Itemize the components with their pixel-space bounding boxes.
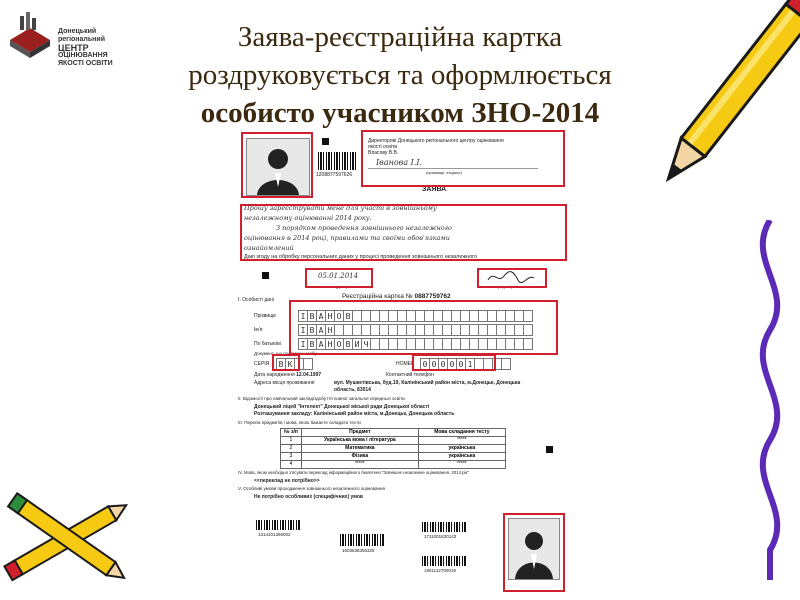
letter-cell: В xyxy=(307,310,317,322)
table-row: 4 ***** ***** xyxy=(281,461,506,469)
letter-cell: 0 xyxy=(456,358,466,370)
field-label: Контактний телефон xyxy=(386,372,434,378)
handwritten-line: Прошу зареєструвати мене для участі в зовнішньому xyxy=(244,204,437,212)
crossed-pencils-icon xyxy=(0,480,140,600)
corner-marker xyxy=(262,272,269,279)
letter-cell: 0 xyxy=(420,358,430,370)
letter-cell: А xyxy=(316,338,326,350)
highlight-photo-bottom xyxy=(503,513,565,592)
section-heading: II. Відомості про навчальний заклад/здобуття повної загальної середньої освіти xyxy=(238,396,405,401)
special-conditions-value: Не потрібно особливих (специфічних) умов xyxy=(254,494,363,500)
barcode-number: 1503538355325 xyxy=(342,548,375,553)
subjects-table xyxy=(280,428,506,469)
handwritten-name: Іванова І.І. xyxy=(376,158,423,167)
addressee-line: якості освіти xyxy=(368,144,398,150)
table-header: № з/п xyxy=(281,429,302,437)
letter-cell: 1 xyxy=(465,358,475,370)
letter-cell: Н xyxy=(325,324,335,336)
barcode xyxy=(318,152,358,170)
dcoyo-logo xyxy=(6,10,126,67)
title-line-3: особисто учасником ЗНО-2014 xyxy=(200,97,600,129)
section-heading: V. Особливі умови проходження зовнішнього незалежного оцінювання xyxy=(238,486,385,491)
table-header: Предмет xyxy=(301,429,418,437)
barcode xyxy=(340,534,384,546)
title-line-1: Заява-реєстраційна картка xyxy=(237,21,563,53)
letter-cell: Н xyxy=(325,310,335,322)
table-row: 3 Фізика українська xyxy=(281,453,506,461)
barcode xyxy=(422,556,466,566)
caption: (прізвище, ініціали) xyxy=(426,170,462,175)
handwritten-date: 05.01.2014 xyxy=(318,272,359,280)
birth-line: Дата народження 12.04.1997 xyxy=(254,372,322,378)
caption: (підпис) xyxy=(498,284,513,289)
handwritten-line: незалежному оцінюванні 2014 року. xyxy=(244,214,372,222)
letter-cell: І xyxy=(298,310,308,322)
letter-cell: О xyxy=(334,338,344,350)
title-line-2: роздруковується та оформлюється xyxy=(188,59,612,91)
barcode xyxy=(256,520,300,530)
handwritten-line: ознайомлений xyxy=(244,244,294,252)
field-label: Ім'я xyxy=(254,327,263,333)
highlight-signature xyxy=(477,268,547,288)
barcode-number: 1901112700019 xyxy=(424,568,456,573)
letter-cell: І xyxy=(298,324,308,336)
barcode-number: 1711001830143 xyxy=(424,534,457,539)
field-label: СЕРІЯ xyxy=(254,361,270,367)
letter-cell: В xyxy=(307,338,317,350)
addressee-line: Власову В.В. xyxy=(368,150,399,156)
highlight-photo-top xyxy=(241,132,313,198)
consent-text: Даю згоду на обробку персональних даних у процесі проведення зовнішнього незалежного xyxy=(244,254,478,260)
highlight-addressee xyxy=(361,130,565,187)
handwritten-line: З порядком проведення зовнішнього незалежного xyxy=(276,224,452,232)
letter-cell: В xyxy=(276,358,286,370)
section-heading: III. Перелік предметів і мова, якою бажаєте складати тести xyxy=(238,420,361,425)
barcode xyxy=(422,522,466,532)
field-label: Адреса місця проживання xyxy=(254,380,315,386)
corner-marker xyxy=(546,446,553,453)
letter-cell xyxy=(303,358,313,370)
table-row: 2 Математика українська xyxy=(281,445,506,453)
handwritten-line: оцінювання в 2014 році, правилами та своїми обов'язками xyxy=(244,234,450,242)
letter-cell: 0 xyxy=(447,358,457,370)
letter-cell: Ч xyxy=(361,338,371,350)
addressee-line: Директорові Донецького регіонального центру оцінювання xyxy=(368,138,504,144)
letter-cell: А xyxy=(316,310,326,322)
squiggle-decoration-icon xyxy=(740,220,800,580)
pencil-icon xyxy=(660,0,800,210)
barcode-number: 1314101366002 xyxy=(258,532,291,537)
logo-text: Донецький регіональний ЦЕНТР ОЦІНЮВАННЯ ЯКОСТІ ОСВІТИ xyxy=(58,28,113,67)
highlight-date xyxy=(305,268,373,288)
table-row: 1 Українська мова і література ***** xyxy=(281,437,506,445)
slide-title xyxy=(140,18,660,132)
highlight-series xyxy=(272,354,300,371)
letter-cell: В xyxy=(343,310,353,322)
letter-cell xyxy=(501,358,511,370)
caption: (дата) xyxy=(336,284,348,289)
translation-value: <<переклад не потрібно>> xyxy=(254,478,320,484)
highlight-statement xyxy=(240,204,567,261)
letter-cell: О xyxy=(334,310,344,322)
address-value: вул. Мушкетівська, буд.19, Калінінський район міста, м.Донецьк, Донецька область, 83014 xyxy=(334,380,521,393)
letter-cell: А xyxy=(316,324,326,336)
field-label: НОМЕР xyxy=(396,361,415,367)
field-label: Прізвище xyxy=(254,313,277,319)
field-label: Документ, що посвідчує особу xyxy=(254,351,317,356)
letter-cell: К xyxy=(285,358,295,370)
table-header: Мова складання тесту xyxy=(418,429,505,437)
logo-mark-icon xyxy=(6,10,56,60)
letter-cell: І xyxy=(298,338,308,350)
school-value: Донецький ліцей "Інтелект" Донецької міської ради Донецької області xyxy=(254,404,430,410)
field-label: По батькові xyxy=(254,341,281,347)
section-heading: IV. Мова, якою необхідно з'ясувати переклад інформаційного бюлетеня "Зовнішнє незалежне оцінювання. 2014 рік" xyxy=(238,470,469,475)
letter-cell: В xyxy=(307,324,317,336)
letter-cell: И xyxy=(352,338,362,350)
letter-cell: В xyxy=(343,338,353,350)
letter-cell: 0 xyxy=(429,358,439,370)
corner-marker xyxy=(322,138,329,145)
barcode-number: 1208877597626 xyxy=(316,172,353,178)
letter-cell: 0 xyxy=(438,358,448,370)
section-heading: I. Особисті дані xyxy=(238,297,274,303)
card-number-line: Реєстраційна картка № 0887759762 xyxy=(342,293,451,300)
highlight-name-fields xyxy=(289,300,558,355)
letter-cell: Н xyxy=(325,338,335,350)
highlight-number xyxy=(412,354,496,371)
statement-heading: ЗАЯВА xyxy=(422,186,447,193)
school-location: Розташування закладу: Калінінський район міста, м.Донецьк, Донецька область xyxy=(254,411,455,417)
